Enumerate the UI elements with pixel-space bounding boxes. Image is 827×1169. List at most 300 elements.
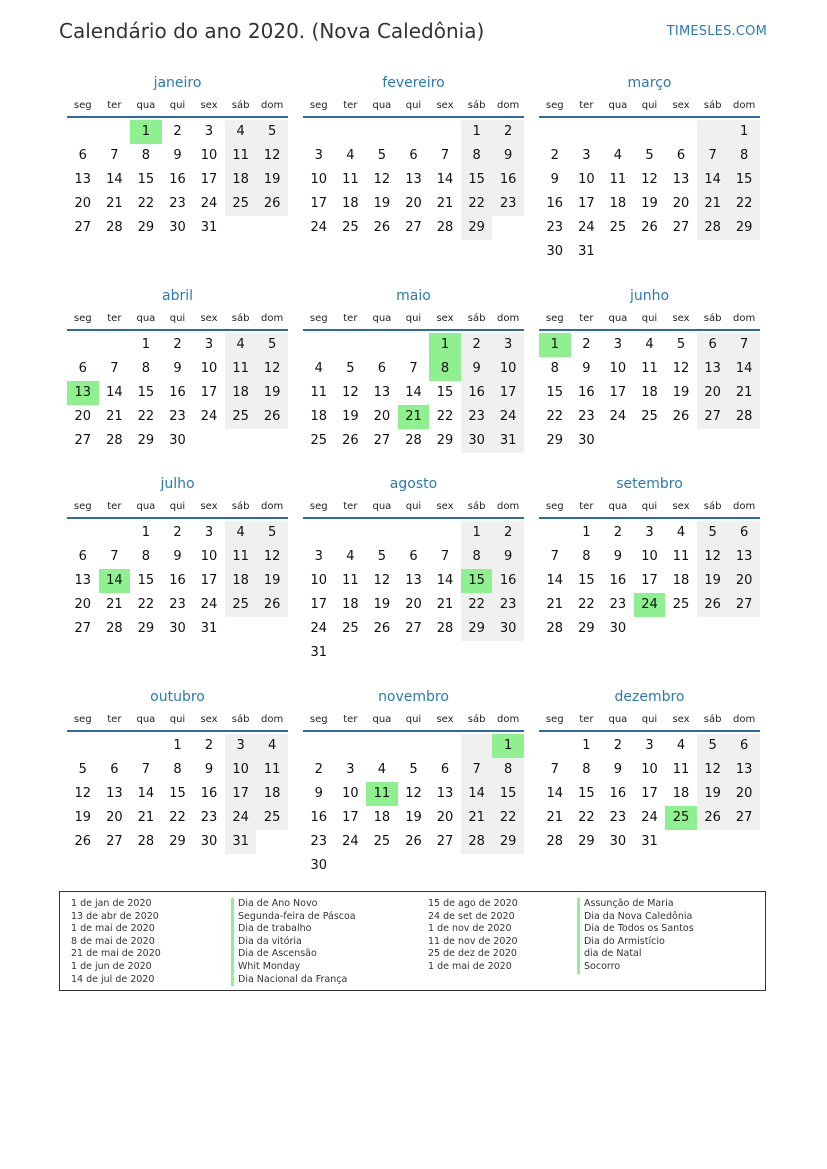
day-cell: 14 xyxy=(461,782,493,806)
day-cell: 14 xyxy=(436,573,454,588)
day-cell: 10 xyxy=(609,361,627,376)
weekday-label: sex xyxy=(436,713,454,725)
day-cell: 25 xyxy=(641,409,658,424)
month-fevereiro xyxy=(303,68,524,240)
day-cell: 31 xyxy=(225,830,257,854)
weekday-label: seg xyxy=(309,500,328,512)
day-cell: 26 xyxy=(373,621,391,636)
day-cell: 20 xyxy=(74,409,92,424)
day-cell: 29 xyxy=(137,433,155,448)
day-cell: 9 xyxy=(314,786,323,801)
weekday-label: ter xyxy=(343,99,358,111)
day-cell: 31 xyxy=(492,429,524,453)
holiday-day: 1 xyxy=(429,333,461,357)
day-cell: 29 xyxy=(578,834,595,849)
day-cell: 3 xyxy=(204,337,214,352)
day-cell: 13 xyxy=(74,573,92,588)
day-cell: 8 xyxy=(173,762,182,777)
legend-entry: Dia de trabalho xyxy=(238,923,312,935)
day-cell: 30 xyxy=(461,429,493,453)
day-cell: 24 xyxy=(609,409,627,424)
weekday-label: qui xyxy=(405,312,422,324)
day-cell: 15 xyxy=(578,573,595,588)
holiday-day: 25 xyxy=(665,806,697,830)
day-cell: 10 xyxy=(492,357,524,381)
weekday-label: sáb xyxy=(231,99,250,111)
day-cell: 22 xyxy=(728,192,760,216)
day-cell: 30 xyxy=(492,617,524,641)
weekday-label: qua xyxy=(372,713,392,725)
day-cell: 21 xyxy=(546,810,564,825)
holiday-day: 14 xyxy=(99,569,131,593)
legend-entry: Socorro xyxy=(584,960,621,972)
month-name: setembro xyxy=(616,476,683,492)
weekday-label: ter xyxy=(107,312,122,324)
day-cell: 21 xyxy=(137,810,155,825)
weekday-label: ter xyxy=(579,99,594,111)
legend-entry: Dia de Ascensão xyxy=(238,948,317,960)
month-julho xyxy=(67,469,288,641)
weekday-label: dom xyxy=(497,312,520,324)
day-grid xyxy=(539,734,760,854)
day-cell: 19 xyxy=(672,385,690,400)
day-cell: 5 xyxy=(78,762,87,777)
day-cell: 26 xyxy=(641,220,658,235)
day-cell: 16 xyxy=(169,385,186,400)
day-grid xyxy=(539,333,760,453)
day-cell: 31 xyxy=(200,220,218,235)
day-cell: 19 xyxy=(697,569,729,593)
day-cell: 7 xyxy=(409,361,418,376)
day-cell: 18 xyxy=(609,196,627,211)
day-cell: 19 xyxy=(256,381,288,405)
day-cell: 28 xyxy=(106,220,123,235)
day-cell: 23 xyxy=(169,597,186,612)
month-janeiro xyxy=(67,68,288,240)
holiday-day: 15 xyxy=(461,569,493,593)
legend-entry: 21 de mai de 2020 xyxy=(71,948,161,960)
empty-cell xyxy=(67,521,99,545)
day-cell: 22 xyxy=(137,597,155,612)
day-grid xyxy=(67,734,288,854)
day-cell: 27 xyxy=(728,593,760,617)
day-cell: 22 xyxy=(436,409,454,424)
day-cell: 7 xyxy=(141,762,151,777)
day-cell: 9 xyxy=(204,762,214,777)
day-cell: 25 xyxy=(672,597,690,612)
day-cell: 27 xyxy=(106,834,123,849)
empty-cell xyxy=(429,521,461,545)
day-cell: 15 xyxy=(578,786,595,801)
day-cell: 2 xyxy=(492,521,524,545)
weekday-label: dom xyxy=(733,312,756,324)
weekday-label: ter xyxy=(343,713,358,725)
legend-entry: 1 de mai de 2020 xyxy=(428,960,512,972)
weekday-header xyxy=(303,98,524,118)
empty-cell xyxy=(335,120,367,144)
weekday-label: seg xyxy=(73,99,92,111)
day-cell: 28 xyxy=(546,621,564,636)
month-outubro xyxy=(67,682,288,854)
legend-entry: 11 de nov de 2020 xyxy=(428,935,518,947)
day-cell: 9 xyxy=(492,545,524,569)
day-cell: 24 xyxy=(641,810,658,825)
weekday-label: seg xyxy=(309,312,328,324)
weekday-label: qua xyxy=(372,312,392,324)
weekday-label: dom xyxy=(497,99,520,111)
month-novembro xyxy=(303,682,524,878)
empty-cell xyxy=(67,333,99,357)
day-cell: 28 xyxy=(106,621,123,636)
day-cell: 20 xyxy=(436,810,454,825)
day-cell: 21 xyxy=(436,597,454,612)
day-cell: 18 xyxy=(672,573,690,588)
day-cell: 6 xyxy=(78,549,87,564)
day-cell: 25 xyxy=(225,405,257,429)
weekday-label: ter xyxy=(579,500,594,512)
day-cell: 14 xyxy=(697,168,729,192)
empty-cell xyxy=(335,521,367,545)
day-cell: 27 xyxy=(373,433,391,448)
day-cell: 14 xyxy=(405,385,422,400)
day-cell: 4 xyxy=(314,361,323,376)
day-cell: 2 xyxy=(173,124,182,139)
empty-cell xyxy=(461,734,493,758)
day-cell: 22 xyxy=(546,409,564,424)
day-cell: 3 xyxy=(492,333,524,357)
day-grid xyxy=(303,333,524,453)
day-cell: 25 xyxy=(342,621,359,636)
day-cell: 6 xyxy=(110,762,119,777)
day-cell: 11 xyxy=(342,573,359,588)
weekday-label: seg xyxy=(545,713,564,725)
day-cell: 22 xyxy=(578,810,595,825)
day-cell: 26 xyxy=(373,220,391,235)
weekday-label: dom xyxy=(261,99,284,111)
day-cell: 18 xyxy=(225,569,257,593)
day-cell: 4 xyxy=(377,762,387,777)
day-cell: 6 xyxy=(676,148,686,163)
day-cell: 3 xyxy=(582,148,591,163)
legend-entry: 25 de dez de 2020 xyxy=(428,948,517,960)
weekday-label: sáb xyxy=(703,99,722,111)
day-cell: 11 xyxy=(225,545,257,569)
day-cell: 17 xyxy=(342,810,359,825)
day-cell: 24 xyxy=(342,834,359,849)
day-cell: 4 xyxy=(225,333,257,357)
day-cell: 2 xyxy=(550,148,559,163)
day-cell: 28 xyxy=(546,834,564,849)
legend-entry: 24 de set de 2020 xyxy=(428,910,515,922)
day-cell: 29 xyxy=(492,830,524,854)
day-cell: 5 xyxy=(697,521,729,545)
day-cell: 27 xyxy=(74,621,92,636)
day-cell: 18 xyxy=(225,168,257,192)
day-cell: 10 xyxy=(310,172,328,187)
legend-entry: 8 de mai de 2020 xyxy=(71,935,155,947)
day-cell: 13 xyxy=(436,786,454,801)
weekday-label: dom xyxy=(261,500,284,512)
day-cell: 17 xyxy=(225,782,257,806)
weekday-header xyxy=(67,499,288,519)
day-cell: 12 xyxy=(373,172,391,187)
day-cell: 18 xyxy=(225,381,257,405)
day-cell: 9 xyxy=(582,361,591,376)
day-cell: 3 xyxy=(225,734,257,758)
day-cell: 8 xyxy=(582,762,591,777)
day-grid xyxy=(67,120,288,240)
day-cell: 7 xyxy=(440,549,450,564)
day-cell: 14 xyxy=(546,573,564,588)
weekday-label: qua xyxy=(608,500,628,512)
day-cell: 23 xyxy=(578,409,595,424)
day-cell: 16 xyxy=(609,573,627,588)
day-grid xyxy=(67,333,288,453)
day-cell: 26 xyxy=(697,593,729,617)
legend-entry: 1 de mai de 2020 xyxy=(71,923,155,935)
legend-entry: Whit Monday xyxy=(238,960,301,972)
day-cell: 28 xyxy=(436,621,454,636)
day-cell: 7 xyxy=(440,148,450,163)
day-cell: 14 xyxy=(546,786,564,801)
day-cell: 13 xyxy=(405,573,422,588)
weekday-label: seg xyxy=(73,500,92,512)
day-cell: 26 xyxy=(342,433,359,448)
holiday-legend xyxy=(59,891,766,991)
day-cell: 25 xyxy=(609,220,627,235)
empty-cell xyxy=(539,734,571,758)
weekday-header xyxy=(67,311,288,331)
empty-cell xyxy=(398,120,430,144)
day-grid xyxy=(67,521,288,641)
weekday-label: sáb xyxy=(467,713,486,725)
weekday-label: dom xyxy=(261,312,284,324)
day-cell: 4 xyxy=(676,525,686,540)
day-cell: 11 xyxy=(225,357,257,381)
holiday-day: 8 xyxy=(429,357,461,381)
day-cell: 11 xyxy=(641,361,658,376)
day-cell: 19 xyxy=(74,810,92,825)
day-cell: 8 xyxy=(461,144,493,168)
day-cell: 31 xyxy=(200,621,218,636)
day-cell: 30 xyxy=(578,433,595,448)
day-cell: 12 xyxy=(405,786,422,801)
weekday-label: ter xyxy=(579,713,594,725)
day-cell: 13 xyxy=(74,172,92,187)
legend-entry: Dia do Armistício xyxy=(584,935,665,947)
day-cell: 11 xyxy=(609,172,627,187)
day-cell: 27 xyxy=(436,834,454,849)
day-cell: 1 xyxy=(728,120,760,144)
weekday-label: seg xyxy=(545,500,564,512)
day-cell: 4 xyxy=(225,521,257,545)
day-cell: 17 xyxy=(200,573,218,588)
empty-cell xyxy=(366,734,398,758)
day-cell: 19 xyxy=(373,597,391,612)
weekday-label: sex xyxy=(436,312,454,324)
empty-cell xyxy=(67,734,99,758)
day-cell: 16 xyxy=(310,810,328,825)
day-cell: 29 xyxy=(728,216,760,240)
weekday-label: dom xyxy=(261,713,284,725)
day-cell: 9 xyxy=(550,172,559,187)
weekday-label: qua xyxy=(136,713,156,725)
day-cell: 23 xyxy=(546,220,564,235)
day-cell: 17 xyxy=(200,385,218,400)
weekday-label: qui xyxy=(169,500,186,512)
day-cell: 20 xyxy=(672,196,690,211)
weekday-label: qui xyxy=(405,500,422,512)
weekday-label: sáb xyxy=(231,713,250,725)
day-cell: 15 xyxy=(492,782,524,806)
weekday-header xyxy=(67,712,288,732)
empty-cell xyxy=(697,120,729,144)
weekday-label: sáb xyxy=(467,99,486,111)
empty-cell xyxy=(130,734,162,758)
day-cell: 3 xyxy=(645,738,654,753)
day-cell: 8 xyxy=(492,758,524,782)
day-cell: 13 xyxy=(405,172,422,187)
day-cell: 3 xyxy=(346,762,355,777)
empty-cell xyxy=(429,120,461,144)
weekday-label: sáb xyxy=(703,500,722,512)
day-cell: 6 xyxy=(440,762,450,777)
day-cell: 12 xyxy=(697,758,729,782)
day-cell: 20 xyxy=(697,381,729,405)
holiday-day: 13 xyxy=(67,381,99,405)
weekday-label: sex xyxy=(672,500,690,512)
day-cell: 6 xyxy=(728,734,760,758)
weekday-label: qui xyxy=(405,99,422,111)
day-cell: 23 xyxy=(492,192,524,216)
day-cell: 10 xyxy=(200,549,218,564)
day-cell: 11 xyxy=(256,758,288,782)
brand-link[interactable]: TIMESLES.COM xyxy=(666,24,767,39)
day-cell: 27 xyxy=(672,220,690,235)
weekday-label: sex xyxy=(436,500,454,512)
day-cell: 22 xyxy=(137,409,155,424)
month-name: outubro xyxy=(150,689,205,705)
weekday-label: qui xyxy=(641,99,658,111)
day-cell: 13 xyxy=(373,385,391,400)
day-cell: 10 xyxy=(200,361,218,376)
day-cell: 23 xyxy=(492,593,524,617)
day-cell: 15 xyxy=(137,172,155,187)
weekday-header xyxy=(539,499,760,519)
day-cell: 11 xyxy=(342,172,359,187)
weekday-label: sáb xyxy=(703,713,722,725)
weekday-label: qui xyxy=(641,500,658,512)
day-cell: 9 xyxy=(613,762,623,777)
day-cell: 12 xyxy=(256,545,288,569)
day-cell: 27 xyxy=(405,220,422,235)
day-cell: 2 xyxy=(492,120,524,144)
day-cell: 19 xyxy=(697,782,729,806)
legend-entry: Dia de Ano Novo xyxy=(238,898,318,909)
day-cell: 19 xyxy=(256,569,288,593)
day-cell: 28 xyxy=(436,220,454,235)
day-cell: 12 xyxy=(641,172,658,187)
day-cell: 28 xyxy=(137,834,155,849)
day-cell: 23 xyxy=(461,405,493,429)
day-cell: 20 xyxy=(405,196,422,211)
day-cell: 2 xyxy=(613,525,623,540)
day-cell: 6 xyxy=(377,361,387,376)
day-cell: 5 xyxy=(346,361,355,376)
day-cell: 10 xyxy=(225,758,257,782)
day-cell: 19 xyxy=(373,196,391,211)
day-cell: 12 xyxy=(672,361,690,376)
day-cell: 22 xyxy=(137,196,155,211)
empty-cell xyxy=(99,521,131,545)
day-cell: 1 xyxy=(461,521,493,545)
legend-dates-1 xyxy=(71,898,161,986)
weekday-label: sex xyxy=(672,713,690,725)
empty-cell xyxy=(429,734,461,758)
weekday-label: qua xyxy=(136,500,156,512)
day-cell: 10 xyxy=(641,762,658,777)
day-cell: 17 xyxy=(578,196,595,211)
holiday-day: 1 xyxy=(130,120,162,144)
day-cell: 9 xyxy=(173,549,182,564)
day-cell: 1 xyxy=(141,525,151,540)
day-cell: 23 xyxy=(609,597,627,612)
day-cell: 12 xyxy=(342,385,359,400)
day-cell: 22 xyxy=(578,597,595,612)
empty-cell xyxy=(99,120,131,144)
day-cell: 28 xyxy=(461,830,493,854)
empty-cell xyxy=(99,333,131,357)
weekday-label: qui xyxy=(641,312,658,324)
day-cell: 28 xyxy=(697,216,729,240)
day-cell: 21 xyxy=(436,196,454,211)
legend-dates-2 xyxy=(428,898,518,974)
day-cell: 27 xyxy=(697,405,729,429)
day-cell: 16 xyxy=(461,381,493,405)
day-cell: 15 xyxy=(461,168,493,192)
month-name: dezembro xyxy=(614,689,685,705)
holiday-day: 24 xyxy=(634,593,666,617)
day-cell: 8 xyxy=(582,549,591,564)
day-cell: 30 xyxy=(310,858,328,873)
legend-entry: 13 de abr de 2020 xyxy=(71,910,159,922)
day-cell: 14 xyxy=(137,786,155,801)
day-cell: 7 xyxy=(728,333,760,357)
day-cell: 26 xyxy=(256,192,288,216)
weekday-label: qua xyxy=(372,500,392,512)
day-cell: 4 xyxy=(225,120,257,144)
day-cell: 8 xyxy=(141,148,151,163)
day-cell: 6 xyxy=(78,148,87,163)
day-cell: 18 xyxy=(641,385,658,400)
day-grid xyxy=(303,120,524,240)
day-cell: 23 xyxy=(169,409,186,424)
day-cell: 23 xyxy=(310,834,328,849)
page-title: Calendário do ano 2020. (Nova Caledônia) xyxy=(59,19,485,43)
day-cell: 22 xyxy=(461,593,493,617)
day-cell: 19 xyxy=(256,168,288,192)
day-cell: 16 xyxy=(492,569,524,593)
day-cell: 24 xyxy=(310,220,328,235)
empty-cell xyxy=(335,734,367,758)
day-cell: 18 xyxy=(310,409,328,424)
day-cell: 4 xyxy=(645,337,654,352)
day-cell: 8 xyxy=(461,545,493,569)
day-cell: 9 xyxy=(461,357,493,381)
weekday-label: sex xyxy=(672,99,690,111)
day-cell: 7 xyxy=(461,758,493,782)
day-cell: 30 xyxy=(609,834,627,849)
